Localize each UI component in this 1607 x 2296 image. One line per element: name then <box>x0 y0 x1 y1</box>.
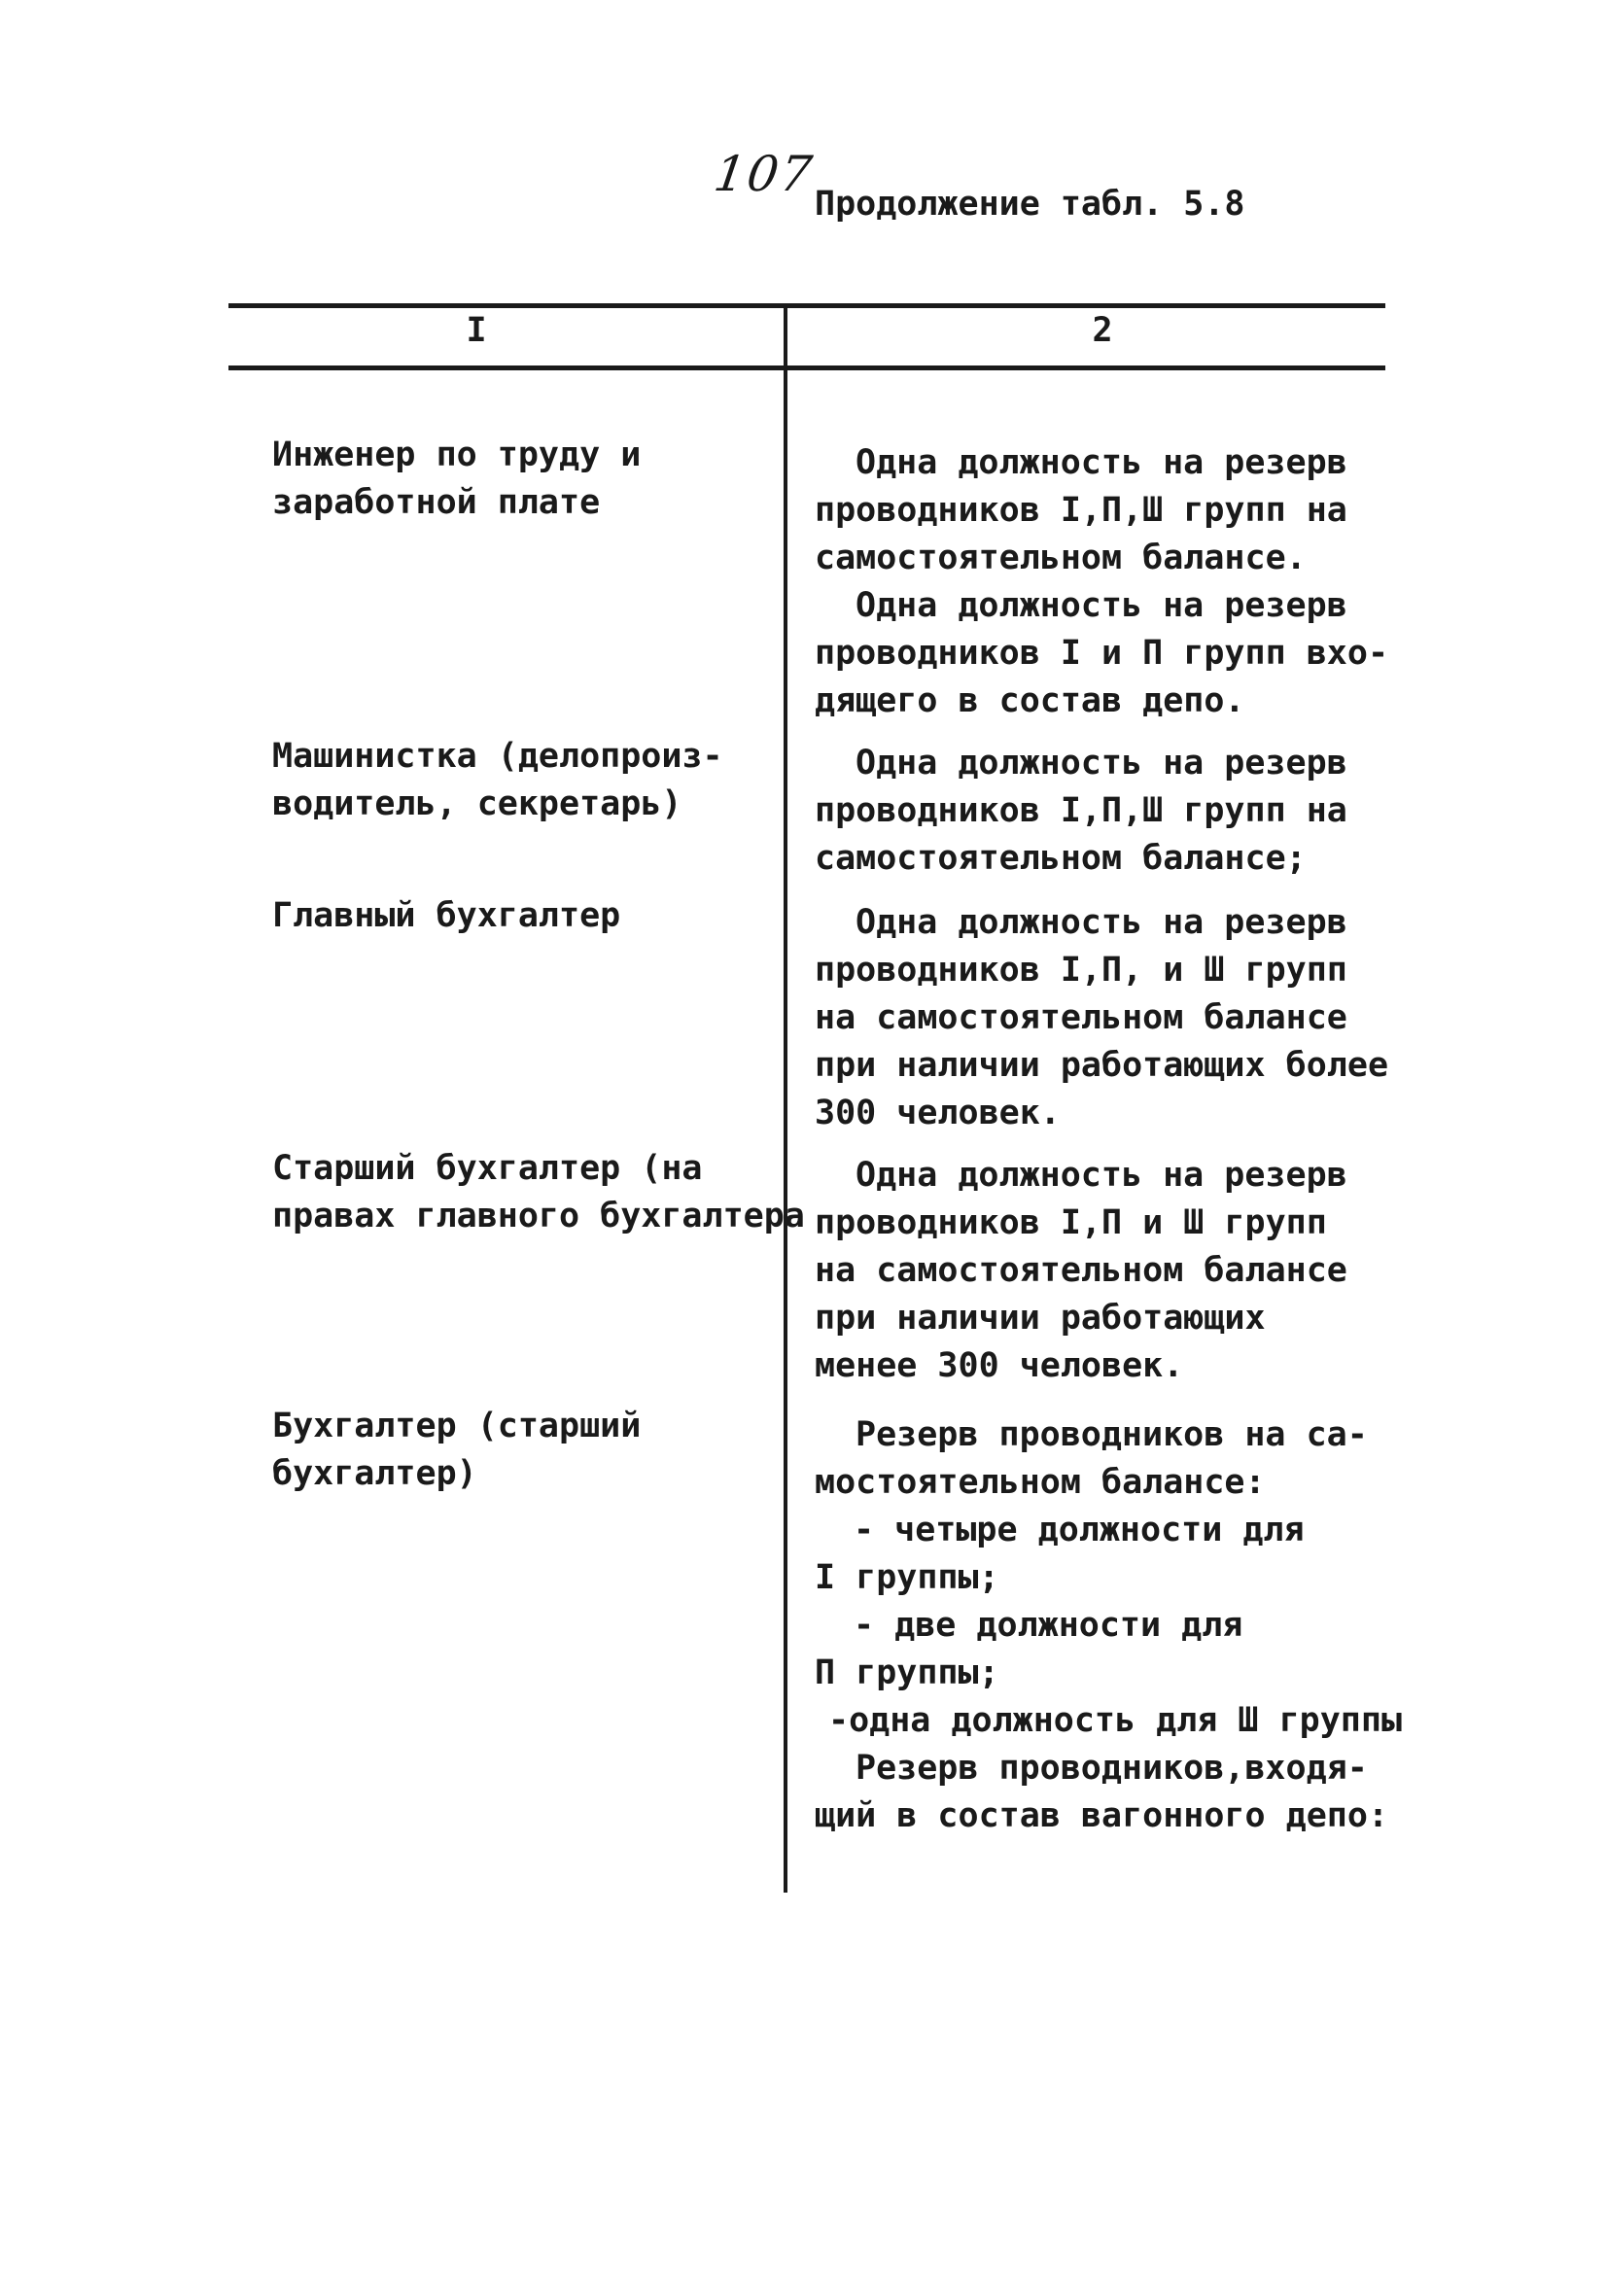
row-1-description-line-5: проводников I и П групп вхо- <box>815 634 1389 673</box>
row-1-description-line-2: проводников I,П,Ш групп на <box>815 491 1347 530</box>
row-5-description-line-1: Резерв проводников на са- <box>856 1415 1368 1454</box>
row-2-description-line-3: самостоятельном балансе; <box>815 839 1307 878</box>
row-4-description-line-1: Одна должность на резерв <box>856 1156 1347 1195</box>
row-1-position-line-1: Инженер по труду и <box>272 435 642 474</box>
row-1-description-line-4: Одна должность на резерв <box>856 586 1347 625</box>
row-1-description-line-6: дящего в состав депо. <box>815 681 1245 720</box>
row-5-description-line-6: П группы; <box>815 1653 999 1692</box>
row-5-description-line-9: щий в состав вагонного депо: <box>815 1796 1389 1835</box>
row-1-description-line-3: самостоятельном балансе. <box>815 539 1307 577</box>
row-4-position-line-2: правах главного бухгалтера <box>272 1197 805 1235</box>
row-5-description-line-4: I группы; <box>815 1558 999 1597</box>
row-1-position-line-2: заработной плате <box>272 483 601 522</box>
row-3-description-line-5: 300 человек. <box>815 1094 1061 1132</box>
row-2-position-line-2: водитель, секретарь) <box>272 784 682 823</box>
row-4-description-line-4: при наличии работающих <box>815 1299 1266 1338</box>
table-top-rule <box>228 303 1385 308</box>
row-4-description-line-2: проводников I,П и Ш групп <box>815 1203 1327 1242</box>
table-header-rule <box>228 365 1385 370</box>
column-header-1: I <box>466 311 487 350</box>
row-5-description-line-2: мостоятельном балансе: <box>815 1463 1266 1502</box>
row-3-description-line-2: проводников I,П, и Ш групп <box>815 951 1347 990</box>
row-3-description-line-1: Одна должность на резерв <box>856 903 1347 942</box>
row-3-description-line-3: на самостоятельном балансе <box>815 998 1347 1037</box>
page-number: 107 <box>710 146 818 202</box>
row-5-description-line-5: - две должности для <box>854 1606 1243 1645</box>
row-5-description-line-7: -одна должность для Ш группы <box>828 1701 1403 1740</box>
row-5-description-line-8: Резерв проводников,входя- <box>856 1749 1368 1788</box>
row-1-description-line-1: Одна должность на резерв <box>856 443 1347 482</box>
row-2-position-line-1: Машинистка (делопроиз- <box>272 737 723 776</box>
column-divider <box>784 303 787 1893</box>
row-5-description-line-3: - четыре должности для <box>854 1511 1305 1549</box>
row-5-position-line-1: Бухгалтер (старший <box>272 1407 642 1445</box>
row-3-position-line-1: Главный бухгалтер <box>272 896 621 935</box>
row-5-position-line-2: бухгалтер) <box>272 1454 477 1493</box>
row-2-description-line-1: Одна должность на резерв <box>856 744 1347 783</box>
row-4-description-line-5: менее 300 человек. <box>815 1346 1184 1385</box>
row-3-description-line-4: при наличии работающих более <box>815 1046 1389 1085</box>
table-caption: Продолжение табл. 5.8 <box>815 185 1245 224</box>
column-header-2: 2 <box>1092 311 1113 350</box>
row-2-description-line-2: проводников I,П,Ш групп на <box>815 791 1347 830</box>
row-4-description-line-3: на самостоятельном балансе <box>815 1251 1347 1290</box>
row-4-position-line-1: Старший бухгалтер (на <box>272 1149 703 1188</box>
